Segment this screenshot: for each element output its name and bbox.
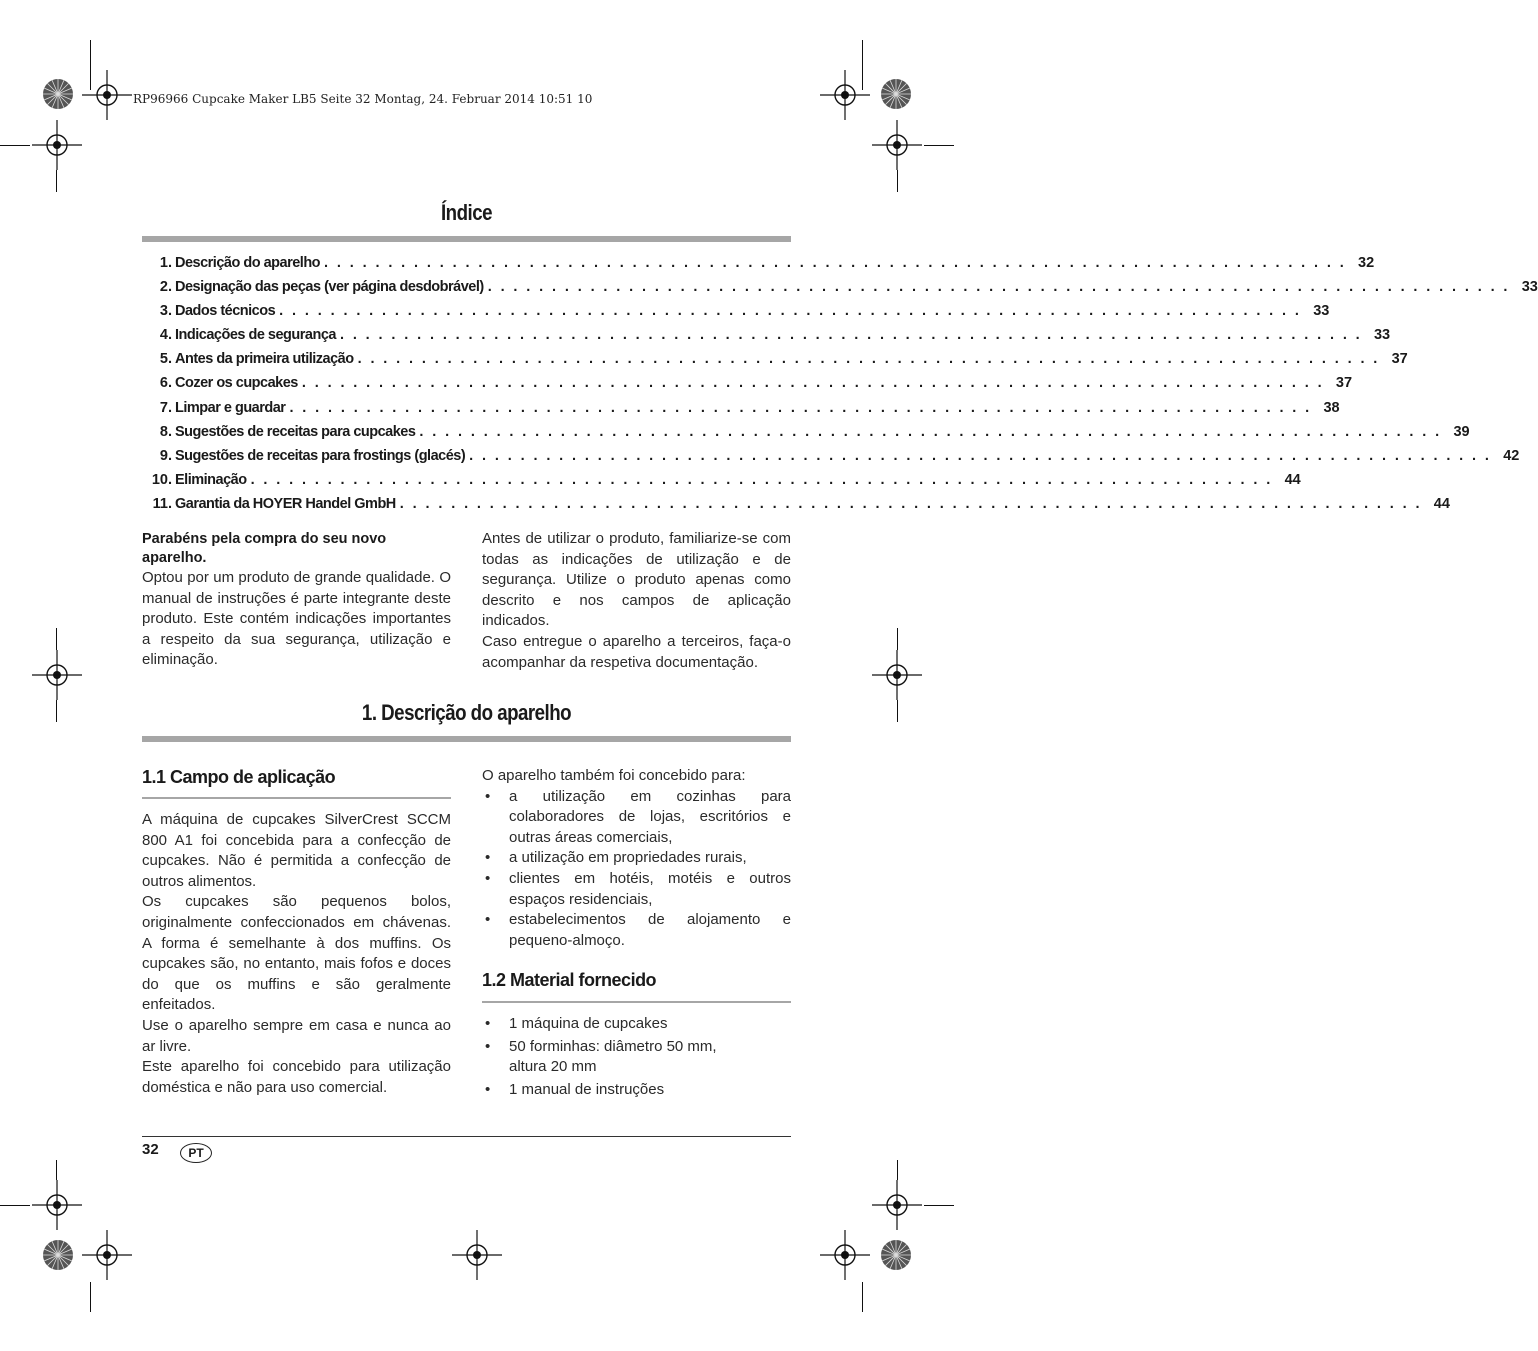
toc-leader-dots: . . . . . . . . . . . . . . . . . . . . . . . . . . . . . . . . . . . . . . . . . . . . . . . . . . . . . . . . . . . . . . . . . . . . . . . . . . . . . . . .	[339, 327, 1363, 344]
toc-entry-number: 5.	[159, 351, 172, 368]
page-number: 32	[142, 1141, 159, 1158]
toc-leader-dots: . . . . . . . . . . . . . . . . . . . . . . . . . . . . . . . . . . . . . . . . . . . . . . . . . . . . . . . . . . . . . . . . . . . . . . . . . . . . . . . .	[324, 255, 1347, 271]
registration-mark	[872, 120, 922, 170]
toc-leader-dots: . . . . . . . . . . . . . . . . . . . . . . . . . . . . . . . . . . . . . . . . . . . . . . . . . . . . . . . . . . . . . . . . . . . . . . . . . . . . . . . .	[279, 303, 1302, 320]
toc-leader-dots: . . . . . . . . . . . . . . . . . . . . . . . . . . . . . . . . . . . . . . . . . . . . . . . . . . . . . . . . . . . . . . . . . . . . . . . . . . . . . . . .	[250, 471, 1273, 488]
intro-right-column	[482, 529, 791, 673]
color-starburst-mark	[42, 1239, 74, 1271]
crop-line	[862, 1282, 863, 1312]
intro-heading: Parabéns pela compra do seu novo aparelho.	[142, 531, 387, 566]
list-item: • 1 máquina de cupcakes	[482, 1014, 742, 1035]
toc-entry	[142, 303, 1330, 327]
crop-line	[897, 1160, 898, 1180]
toc-entry-number: 7.	[159, 399, 172, 416]
list-item: • 1 manual de instruções	[482, 1080, 742, 1101]
toc-leader-dots: . . . . . . . . . . . . . . . . . . . . . . . . . . . . . . . . . . . . . . . . . . . . . . . . . . . . . . . . . . . . . . . . . . . . . . . . . . . . . . . .	[419, 423, 1442, 440]
intro-left-column	[142, 530, 451, 671]
toc-entry-page: 38	[1323, 399, 1340, 416]
crop-line	[90, 1282, 91, 1312]
usage-bullet-list	[482, 787, 791, 952]
subsection-1-1-rule	[142, 797, 451, 799]
crop-line	[56, 170, 57, 192]
toc-entry-label: Limpar e guardar	[175, 399, 286, 416]
toc-leader-dots: . . . . . . . . . . . . . . . . . . . . . . . . . . . . . . . . . . . . . . . . . . . . . . . . . . . . . . . . . . . . . . . . . . . . . . . . . . . . . . . .	[487, 279, 1510, 296]
toc-entry	[142, 279, 1538, 303]
toc-entry-page: 33	[1313, 303, 1330, 320]
toc-entry	[142, 255, 1375, 279]
toc-entry-page: 33	[1373, 327, 1391, 344]
toc-entry-label: Sugestões de receitas para cupcakes	[175, 423, 416, 440]
toc-entry-number: 6.	[159, 375, 172, 392]
color-starburst-mark	[880, 78, 912, 110]
toc-entry-label: Dados técnicos	[175, 303, 276, 320]
registration-mark	[872, 1180, 922, 1230]
toc-entry	[142, 447, 1520, 472]
toc-entry-label: Sugestões de receitas para frostings (glacés)	[175, 447, 466, 464]
toc-entry	[142, 495, 1450, 520]
toc-entry-label: Cozer os cupcakes	[175, 375, 298, 392]
paragraph: A máquina de cupcakes SilverCrest SCCM 800 A1 foi concebida para a confecção de cupcakes. Não é permitida a confecção de outros alimentos.	[142, 811, 451, 890]
toc-leader-dots: . . . . . . . . . . . . . . . . . . . . . . . . . . . . . . . . . . . . . . . . . . . . . . . . . . . . . . . . . . . . . . . . . . . . . . . . . . . . . . . .	[469, 447, 1492, 464]
toc-leader-dots: . . . . . . . . . . . . . . . . . . . . . . . . . . . . . . . . . . . . . . . . . . . . . . . . . . . . . . . . . . . . . . . . . . . . . . . . . . . . . . . .	[357, 351, 1380, 368]
toc-entry-page: 42	[1503, 447, 1520, 464]
toc-entry	[142, 423, 1470, 448]
toc-entry-page: 44	[1433, 495, 1450, 512]
toc-entry	[142, 399, 1340, 424]
toc-leader-dots: . . . . . . . . . . . . . . . . . . . . . . . . . . . . . . . . . . . . . . . . . . . . . . . . . . . . . . . . . . . . . . . . . . . . . . . . . . . . . . . .	[289, 399, 1312, 416]
toc-entry-page: 44	[1284, 471, 1301, 488]
crop-line	[56, 1160, 57, 1180]
index-title-bar	[142, 236, 791, 242]
toc-entry-label: Descrição do aparelho	[175, 255, 321, 271]
crop-line	[90, 40, 91, 90]
paragraph: Este aparelho foi concebido para utilização doméstica e não para uso comercial.	[142, 1058, 451, 1096]
toc-entry-page: 39	[1453, 423, 1470, 440]
usage-intro: O aparelho também foi concebido para:	[482, 767, 746, 784]
crop-line	[56, 700, 57, 722]
toc-entry-number: 9.	[159, 447, 172, 464]
crop-line	[897, 700, 898, 722]
usage-list-block	[482, 766, 791, 951]
print-header-line: RP96966 Cupcake Maker LB5 Seite 32 Montag, 24. Februar 2014 10:51 10	[133, 92, 593, 106]
supplied-bullet-list	[482, 1014, 742, 1100]
registration-mark	[452, 1230, 502, 1280]
subsection-1-2-rule	[482, 1001, 791, 1003]
list-item: • estabelecimentos de alojamento e pequeno-almoço.	[482, 910, 791, 951]
toc-entry	[142, 351, 1408, 375]
registration-mark	[872, 650, 922, 700]
footer-rule	[142, 1136, 791, 1137]
registration-mark	[32, 120, 82, 170]
subsection-1-2-title: 1.2 Material fornecido	[482, 970, 657, 990]
supplied-items	[482, 1014, 742, 1100]
toc-entry-label: Designação das peças (ver página desdobrável)	[175, 279, 484, 296]
toc-leader-dots: . . . . . . . . . . . . . . . . . . . . . . . . . . . . . . . . . . . . . . . . . . . . . . . . . . . . . . . . . . . . . . . . . . . . . . . . . . . . . . . .	[399, 495, 1422, 512]
table-of-contents	[142, 255, 1538, 520]
toc-entry-number: 1.	[159, 255, 172, 271]
index-title: Índice	[441, 200, 492, 225]
toc-entry-page: 37	[1391, 351, 1408, 368]
registration-mark	[82, 1230, 132, 1280]
toc-leader-dots: . . . . . . . . . . . . . . . . . . . . . . . . . . . . . . . . . . . . . . . . . . . . . . . . . . . . . . . . . . . . . . . . . . . . . . . . . . . . . . . .	[301, 375, 1325, 392]
crop-line	[924, 1205, 954, 1206]
toc-entry-page: 32	[1358, 255, 1375, 271]
crop-line	[924, 145, 954, 146]
toc-entry	[142, 471, 1301, 496]
crop-line	[862, 40, 863, 90]
section-1-title-bar	[142, 736, 791, 742]
registration-mark	[32, 650, 82, 700]
registration-mark	[820, 1230, 870, 1280]
toc-entry	[142, 327, 1391, 351]
toc-entry-label: Antes da primeira utilização	[175, 351, 354, 368]
crop-line	[0, 145, 30, 146]
toc-entry-page: 33	[1521, 279, 1538, 296]
color-starburst-mark	[42, 78, 74, 110]
toc-entry-number: 2.	[159, 279, 172, 296]
toc-entry-number: 4.	[159, 327, 172, 344]
toc-entry-number: 8.	[159, 423, 172, 440]
color-starburst-mark	[880, 1239, 912, 1271]
crop-line	[56, 628, 57, 650]
toc-entry-number: 3.	[159, 303, 172, 320]
toc-entry-label: Garantia da HOYER Handel GmbH	[175, 495, 396, 512]
list-item: • clientes em hotéis, motéis e outros espaços residenciais,	[482, 869, 791, 910]
toc-entry-label: Eliminação	[175, 471, 247, 488]
toc-entry-number: 11.	[152, 495, 172, 512]
crop-line	[897, 628, 898, 650]
language-badge: PT	[180, 1143, 212, 1163]
intro-left-text: Optou por um produto de grande qualidade. O manual de instruções é parte integrante deste produto. Este contém indicações importantes a respeito da sua segurança, utilização e eliminação.	[142, 569, 451, 669]
intro-right-text-2: Caso entregue o aparelho a terceiros, faça-o acompanhar da respetiva documentação.	[482, 632, 791, 671]
list-item: • a utilização em propriedades rurais,	[482, 848, 791, 869]
list-item: • a utilização em cozinhas para colaboradores de lojas, escritórios e outras áreas comerciais,	[482, 787, 791, 849]
section-1-title: 1. Descrição do aparelho	[361, 700, 572, 725]
toc-entry-number: 10.	[151, 471, 172, 488]
intro-right-text-1: Antes de utilizar o produto, familiarize-se com todas as indicações de utilização e de segurança. Utilize o produto apenas como descrito e nos campos de aplicação indicados.	[482, 530, 791, 630]
toc-entry-label: Indicações de segurança	[175, 327, 336, 344]
crop-line	[0, 1205, 30, 1206]
toc-entry	[142, 375, 1353, 399]
paragraph: Use o aparelho sempre em casa e nunca ao ar livre.	[142, 1016, 451, 1055]
subsection-1-1-text	[142, 810, 451, 1098]
crop-line	[897, 170, 898, 192]
paragraph: Os cupcakes são pequenos bolos, originalmente confeccionados em chávenas. A forma é semelhante à dos muffins. Os cupcakes são, no entanto, mais fofos e doces do que os muffins e são geralmente enfeitados.	[142, 893, 451, 1014]
registration-mark	[32, 1180, 82, 1230]
list-item: • 50 forminhas: diâmetro 50 mm, altura 20 mm	[482, 1037, 742, 1078]
toc-entry-page: 37	[1335, 375, 1353, 392]
subsection-1-1-title: 1.1 Campo de aplicação	[142, 767, 336, 787]
